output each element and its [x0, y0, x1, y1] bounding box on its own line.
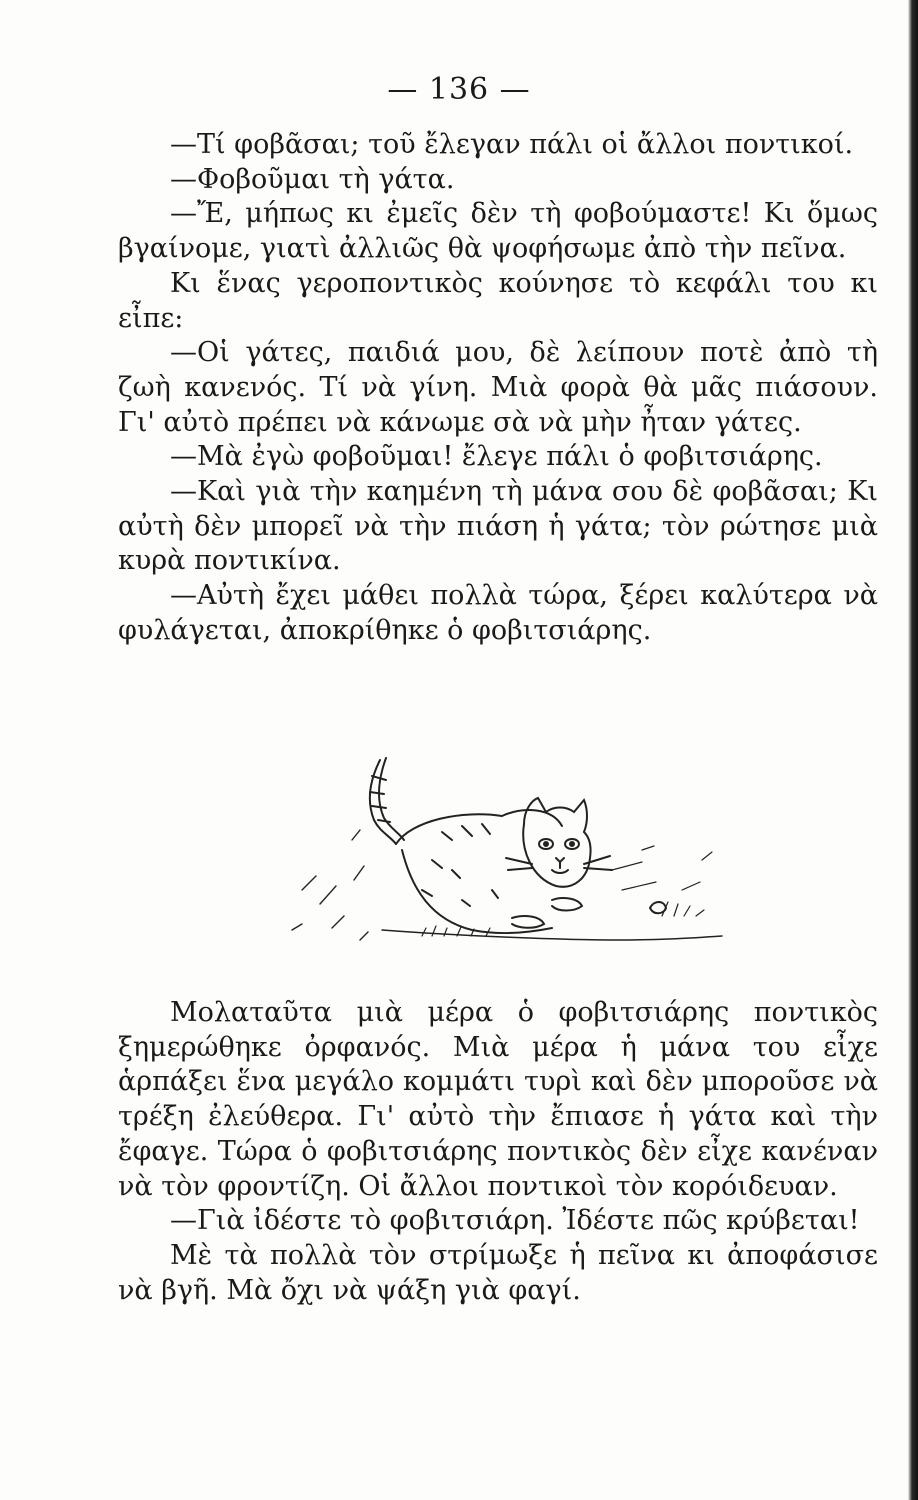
paragraph: Μολαταῦτα μιὰ μέρα ὁ φοβιτσιάρης ποντικὸς ξημερώθηκε ὀρφανός. Μιὰ μέρα ἡ μάνα του εἶχε ἁρπάξει ἕνα μεγάλο κομμάτι τυρὶ καὶ δὲν μποροῦσε νὰ τρέξη ἐλεύθερα. Γι' αὐτὸ τὴν ἔπιασε ἡ γάτα καὶ τὴν ἔφαγε. Τώρα ὁ φοβιτσιάρης ποντικὸς δὲν εἶχε κανέναν νὰ τὸν φροντίζη. Οἱ ἄλλοι ποντικοὶ τὸν κορόιδευαν.: [118, 997, 878, 1202]
paragraph: —Αὐτὴ ἔχει μάθει πολλὰ τώρα, ξέρει καλύτερα νὰ φυλάγεται, ἀποκρίθηκε ὁ φοβιτσιάρης.: [118, 580, 878, 646]
page-number: — 136 —: [387, 72, 531, 107]
paragraph: —Φοβοῦμαι τὴ γάτα.: [170, 163, 455, 195]
cat-drawing: [262, 740, 732, 970]
paragraph: —Τί φοβᾶσαι; τοῦ ἔλεγαν πάλι οἱ ἄλλοι ποντικοί.: [170, 129, 854, 160]
paragraph: Κι ἕνας γεροποντικὸς κούνησε τὸ κεφάλι του κι εἶπε:: [118, 267, 878, 334]
paragraph: Μὲ τὰ πολλὰ τὸν στρίμωξε ἡ πεῖνα κι ἀποφάσισε νὰ βγῆ. Μὰ ὄχι νὰ ψάξη γιὰ φαγί.: [118, 1239, 878, 1306]
page-edge-shadow: [908, 0, 918, 1500]
paragraph: —Οἱ γάτες, παιδιά μου, δὲ λείπουν ποτὲ ἀπὸ τὴ ζωὴ κανενός. Τί νὰ γίνη. Μιὰ φορὰ θὰ μᾶς πιάσουν. Γι' αὐτὸ πρέπει νὰ κάνωμε σὰ νὰ μὴν ἦταν γάτες.: [118, 337, 878, 438]
paragraph: —Ἔ, μήπως κι ἐμεῖς δὲν τὴ φοβούμαστε! Κι ὅμως βγαίνομε, γιατὶ ἀλλιῶς θὰ ψοφήσωμε ἀπὸ τὴν πεῖνα.: [118, 198, 878, 265]
lower-text-block: [118, 996, 878, 1308]
paragraph: —Γιὰ ἰδέστε τὸ φοβιτσιάρη. Ἰδέστε πῶς κρύβεται!: [170, 1205, 860, 1237]
cat-illustration: [262, 740, 732, 970]
paragraph: —Μὰ ἐγὼ φοβοῦμαι! ἔλεγε πάλι ὁ φοβιτσιάρης.: [170, 441, 823, 473]
paragraph: —Καὶ γιὰ τὴν καημένη τὴ μάνα σου δὲ φοβᾶσαι; Κι αὐτὴ δὲν μπορεῖ νὰ τὴν πιάση ἡ γάτα; τὸν ρώτησε μιὰ κυρὰ ποντικίνα.: [118, 476, 878, 577]
upper-text-block: [118, 128, 878, 649]
